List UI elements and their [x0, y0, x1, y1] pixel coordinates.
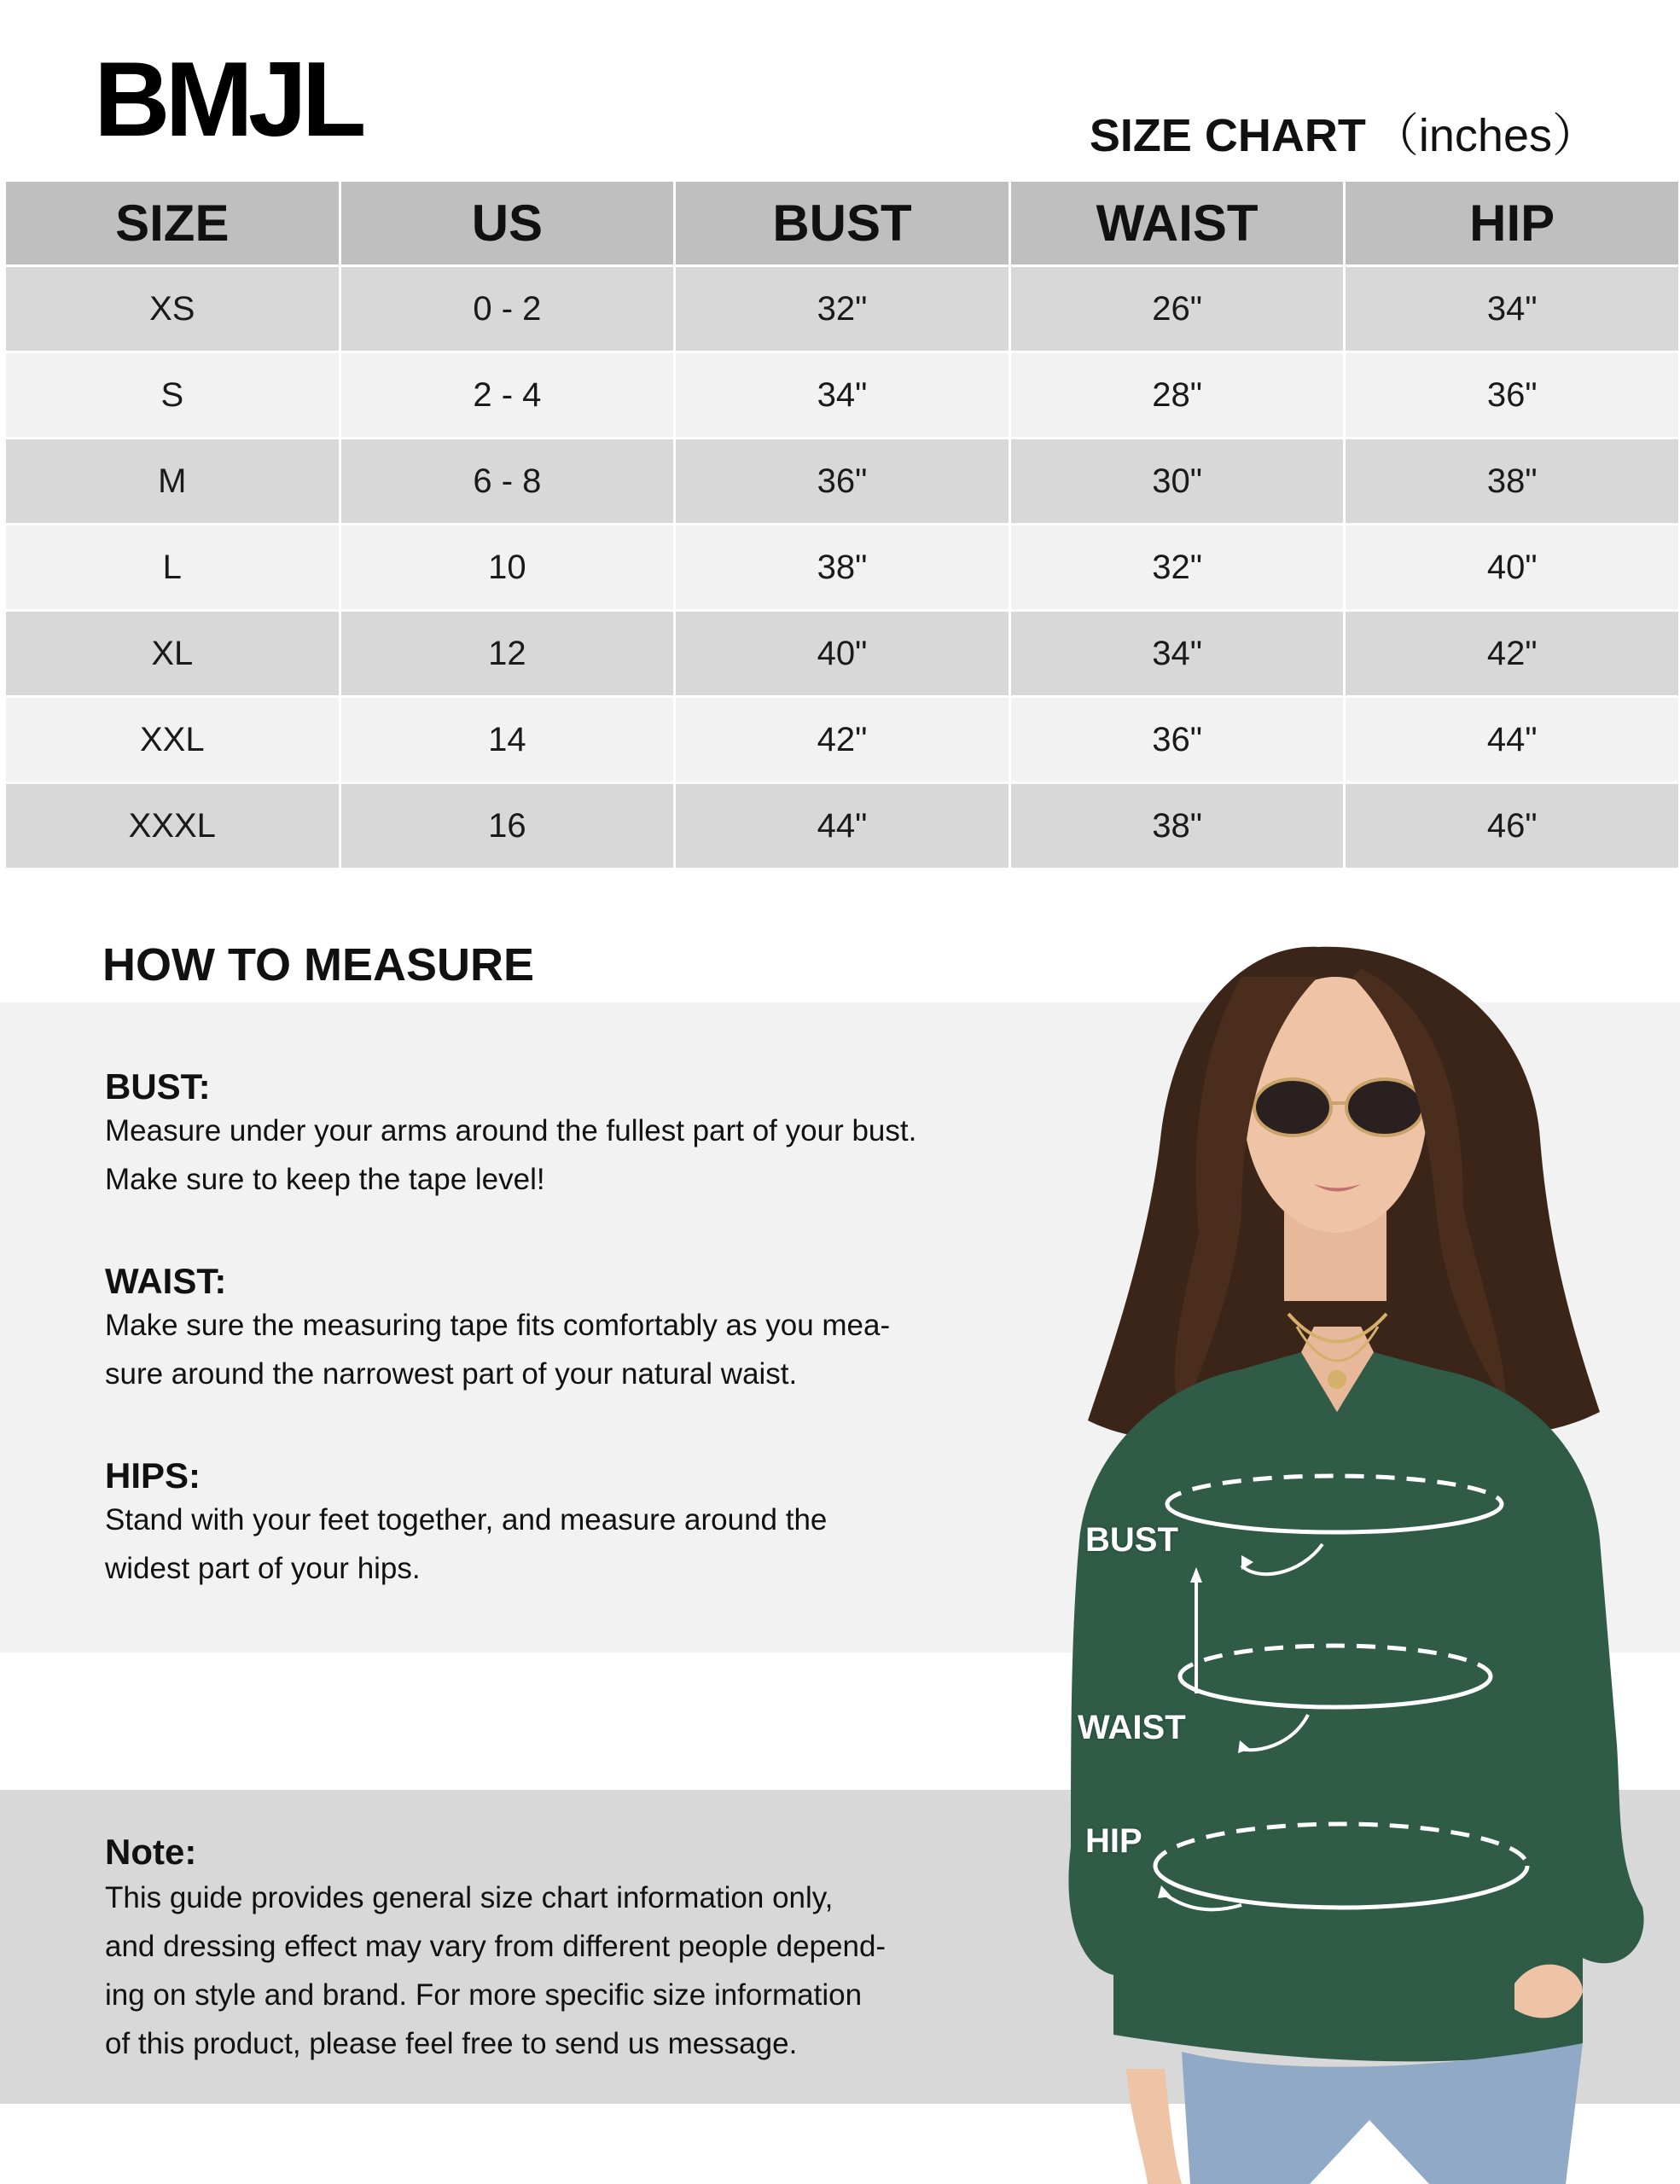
cell-us: 2 - 4 [341, 353, 674, 437]
waist-label: WAIST: [105, 1261, 227, 1301]
cell-size: XL [6, 612, 339, 695]
size-chart-title [1089, 110, 1598, 161]
hips-instructions [105, 1496, 958, 1593]
cell-size: XXXL [6, 784, 339, 868]
waist-line: Make sure the measuring tape fits comfortably as you mea- [105, 1309, 891, 1342]
note-line: ing on style and brand. For more specific size information [105, 1978, 863, 2012]
note-text [105, 1873, 958, 2068]
bust-line: Make sure to keep the tape level! [105, 1163, 545, 1196]
cell-waist: 32" [1011, 526, 1344, 609]
cell-hip: 40" [1346, 526, 1678, 609]
figure-label-hip: HIP [1085, 1822, 1142, 1860]
cell-hip: 38" [1346, 439, 1678, 523]
cell-hip: 42" [1346, 612, 1678, 695]
cell-waist: 28" [1011, 353, 1344, 437]
cell-bust: 40" [676, 612, 1009, 695]
table-row [6, 353, 1678, 437]
header-hip: HIP [1346, 182, 1678, 264]
cell-bust: 44" [676, 784, 1009, 868]
how-to-measure-title: HOW TO MEASURE [102, 939, 535, 990]
header-bust: BUST [676, 182, 1009, 264]
cell-bust: 42" [676, 698, 1009, 781]
cell-us: 14 [341, 698, 674, 781]
cell-us: 16 [341, 784, 674, 868]
bust-label: BUST: [105, 1066, 211, 1107]
header-waist: WAIST [1011, 182, 1344, 264]
note-line: This guide provides general size chart information only, [105, 1881, 834, 1914]
cell-bust: 32" [676, 267, 1009, 351]
cell-bust: 38" [676, 526, 1009, 609]
note-line: and dressing effect may vary from different people depend- [105, 1930, 887, 1963]
note-line: of this product, please feel free to send us message. [105, 2027, 798, 2060]
cell-hip: 36" [1346, 353, 1678, 437]
cell-size: XXL [6, 698, 339, 781]
bust-instructions [105, 1107, 958, 1204]
cell-bust: 34" [676, 353, 1009, 437]
cell-waist: 36" [1011, 698, 1344, 781]
cell-us: 12 [341, 612, 674, 695]
cell-size: M [6, 439, 339, 523]
cell-bust: 36" [676, 439, 1009, 523]
table-row [6, 267, 1678, 351]
cell-size: S [6, 353, 339, 437]
cell-us: 10 [341, 526, 674, 609]
size-chart-title-main: SIZE CHART [1089, 110, 1366, 161]
note-label: Note: [105, 1832, 197, 1872]
table-row [6, 784, 1678, 868]
header-us: US [341, 182, 674, 264]
size-chart-unit: （inches） [1372, 110, 1598, 161]
size-table [3, 179, 1680, 870]
hips-line: Stand with your feet together, and measure around the [105, 1503, 828, 1536]
table-row [6, 439, 1678, 523]
table-row [6, 526, 1678, 609]
hips-label: HIPS: [105, 1455, 201, 1496]
cell-waist: 34" [1011, 612, 1344, 695]
brand-logo: BMJL [94, 41, 362, 159]
table-header-row [6, 182, 1678, 264]
waist-line: sure around the narrowest part of your natural waist. [105, 1357, 798, 1391]
figure-label-bust: BUST [1085, 1521, 1178, 1559]
cell-us: 0 - 2 [341, 267, 674, 351]
cell-waist: 30" [1011, 439, 1344, 523]
cell-hip: 44" [1346, 698, 1678, 781]
waist-instructions [105, 1301, 958, 1398]
hips-line: widest part of your hips. [105, 1552, 421, 1585]
figure-label-waist: WAIST [1078, 1709, 1186, 1746]
table-row [6, 612, 1678, 695]
cell-waist: 38" [1011, 784, 1344, 868]
cell-hip: 34" [1346, 267, 1678, 351]
cell-size: L [6, 526, 339, 609]
bust-line: Measure under your arms around the fullest part of your bust. [105, 1114, 917, 1147]
table-row [6, 698, 1678, 781]
header-size: SIZE [6, 182, 339, 264]
cell-waist: 26" [1011, 267, 1344, 351]
cell-size: XS [6, 267, 339, 351]
cell-us: 6 - 8 [341, 439, 674, 523]
cell-hip: 46" [1346, 784, 1678, 868]
